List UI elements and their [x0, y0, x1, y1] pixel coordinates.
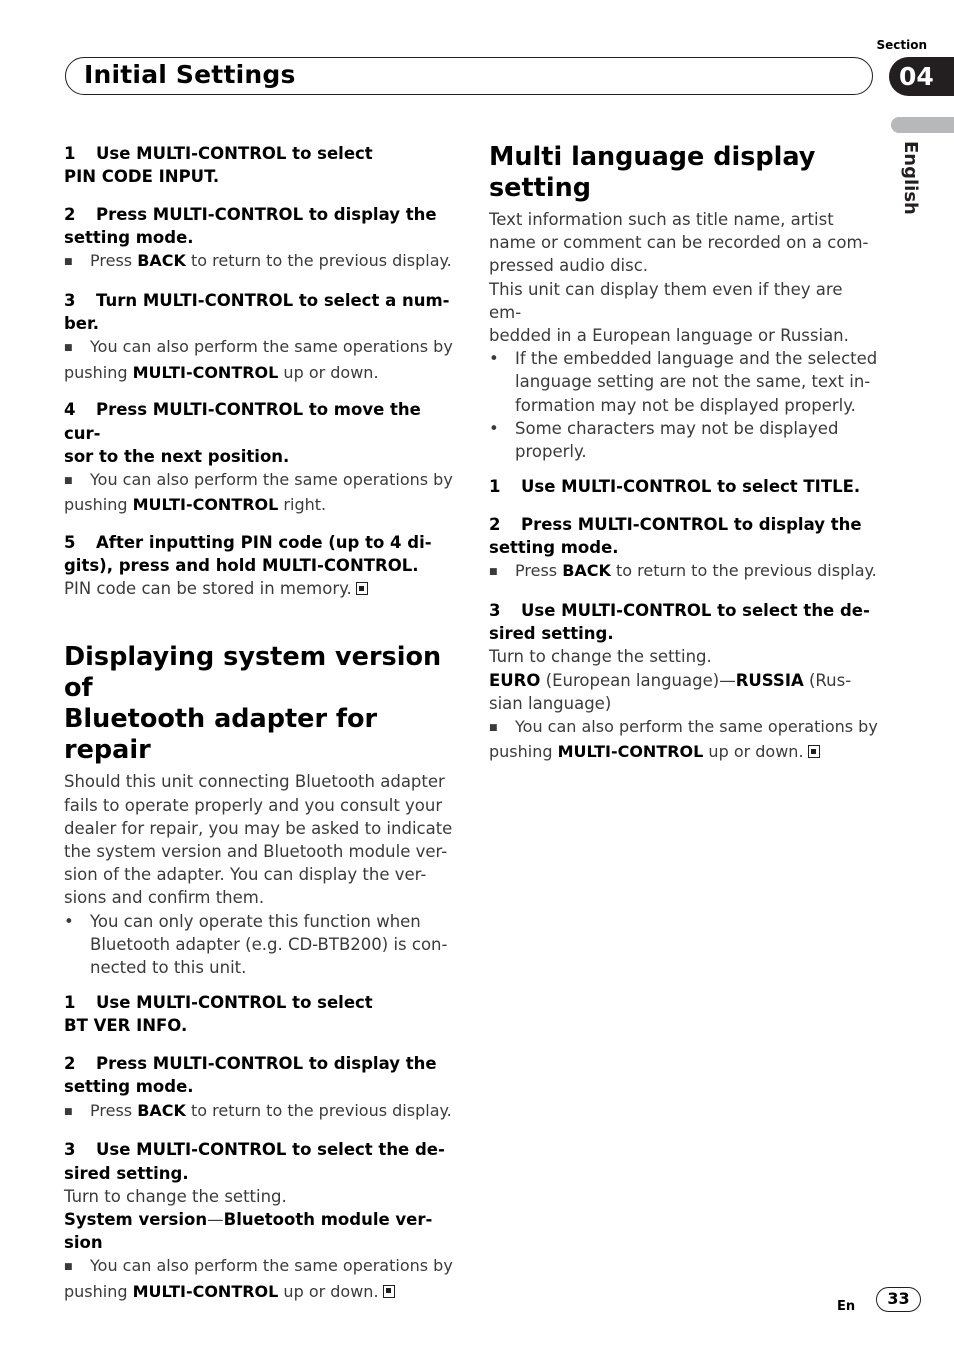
- note: ■ You can also perform the same operations by: [64, 468, 456, 493]
- section-heading-multi-language: Multi language display setting: [489, 142, 816, 203]
- language-tab-label: English: [900, 141, 921, 215]
- pin-step-4: 4 Press MULTI-CONTROL to move the cur- sor to the next position. ■ You can also perform the same operations by pushing MULTI-CONTROL right.: [64, 398, 456, 516]
- bullet-item: • If the embedded language and the selected: [489, 347, 879, 370]
- note: ■ Press BACK to return to the previous display.: [64, 1099, 456, 1124]
- end-mark-icon: [356, 582, 368, 595]
- right-column: [489, 142, 879, 778]
- square-bullet-icon: ■: [64, 343, 73, 354]
- pin-step-3: 3 Turn MULTI-CONTROL to select a num- ber. ■ You can also perform the same operations by pushing MULTI-CONTROL up or down.: [64, 289, 456, 384]
- bullet-item: • Some characters may not be displayed: [489, 417, 879, 440]
- square-bullet-icon: ■: [64, 1106, 73, 1117]
- note: ■ You can also perform the same operations by: [489, 715, 879, 740]
- bullet-dot-icon: •: [489, 418, 499, 438]
- bt-section-intro: Displaying system version of Bluetooth adapter for repair Should this unit connecting Bluetooth adapter fails to operate properly and you consult your dealer for repair, you may be asked to indicate the system version and Bluetooth module ver- sion of the adapter. You can display the ver- sions and confirm them. • You can only operate this function when Bluetooth adapter (e.g. CD-BTB200) is con- nected to this unit.: [64, 642, 456, 979]
- note: ■ You can also perform the same operations by: [64, 1254, 456, 1279]
- square-bullet-icon: ■: [64, 1262, 73, 1273]
- end-mark-icon: [383, 1285, 395, 1298]
- language-tab-bar: [891, 117, 954, 133]
- bt-step-1: 1 Use MULTI-CONTROL to select BT VER INFO.: [64, 993, 373, 1036]
- square-bullet-icon: ■: [489, 723, 498, 734]
- pin-step-5: 5 After inputting PIN code (up to 4 di- gits), press and hold MULTI-CONTROL. PIN code can be stored in memory.: [64, 532, 432, 599]
- section-label: Section: [876, 38, 927, 52]
- note: ■ You can also perform the same operations by: [64, 335, 456, 360]
- footer-language: En: [837, 1299, 856, 1314]
- bt-step-2: 2 Press MULTI-CONTROL to display the setting mode. ■ Press BACK to return to the previous display.: [64, 1052, 456, 1124]
- pin-step-1: 1 Use MULTI-CONTROL to select PIN CODE INPUT.: [64, 144, 373, 187]
- ml-step-3: 3 Use MULTI-CONTROL to select the de- sired setting. Turn to change the setting. EURO (European language)—RUSSIA (Rus- sian language) ■ You can also perform the same operations by pushing MULTI-CONTROL up or down.: [489, 601, 878, 762]
- ml-step-1: 1 Use MULTI-CONTROL to select TITLE.: [489, 477, 861, 497]
- end-mark-icon: [808, 745, 820, 758]
- section-heading-bt: Displaying system version of Bluetooth adapter for repair: [64, 642, 442, 766]
- multi-language-intro: Multi language display setting Text information such as title name, artist name or comment can be recorded on a com- pressed audio disc. This unit can display them even if they are em- bedded in a European language or Russian. • If the embedded language and the selected language setting are not the same, text in- formation may not be displayed properly. • Some characters may not be displayed properly.: [489, 142, 878, 462]
- pin-step-2: 2 Press MULTI-CONTROL to display the setting mode. ■ Press BACK to return to the previous display.: [64, 203, 456, 275]
- bullet-dot-icon: •: [64, 911, 74, 931]
- page-title: Initial Settings: [84, 60, 296, 89]
- page-number: 33: [876, 1287, 921, 1312]
- bt-step-3: 3 Use MULTI-CONTROL to select the de- sired setting. Turn to change the setting. System version—Bluetooth module ver- sion ■ You can also perform the same operations by pushing MULTI-CONTROL up or down.: [64, 1138, 456, 1302]
- section-number-badge: 04: [889, 57, 954, 96]
- note: ■ Press BACK to return to the previous display.: [64, 249, 456, 274]
- square-bullet-icon: ■: [64, 257, 73, 268]
- note: ■ Press BACK to return to the previous display.: [489, 559, 879, 584]
- square-bullet-icon: ■: [64, 475, 73, 486]
- left-column: [64, 142, 456, 1317]
- bullet-item: • You can only operate this function when: [64, 910, 456, 933]
- ml-step-2: 2 Press MULTI-CONTROL to display the setting mode. ■ Press BACK to return to the previous display.: [489, 513, 879, 585]
- bullet-dot-icon: •: [489, 349, 499, 369]
- square-bullet-icon: ■: [489, 567, 498, 578]
